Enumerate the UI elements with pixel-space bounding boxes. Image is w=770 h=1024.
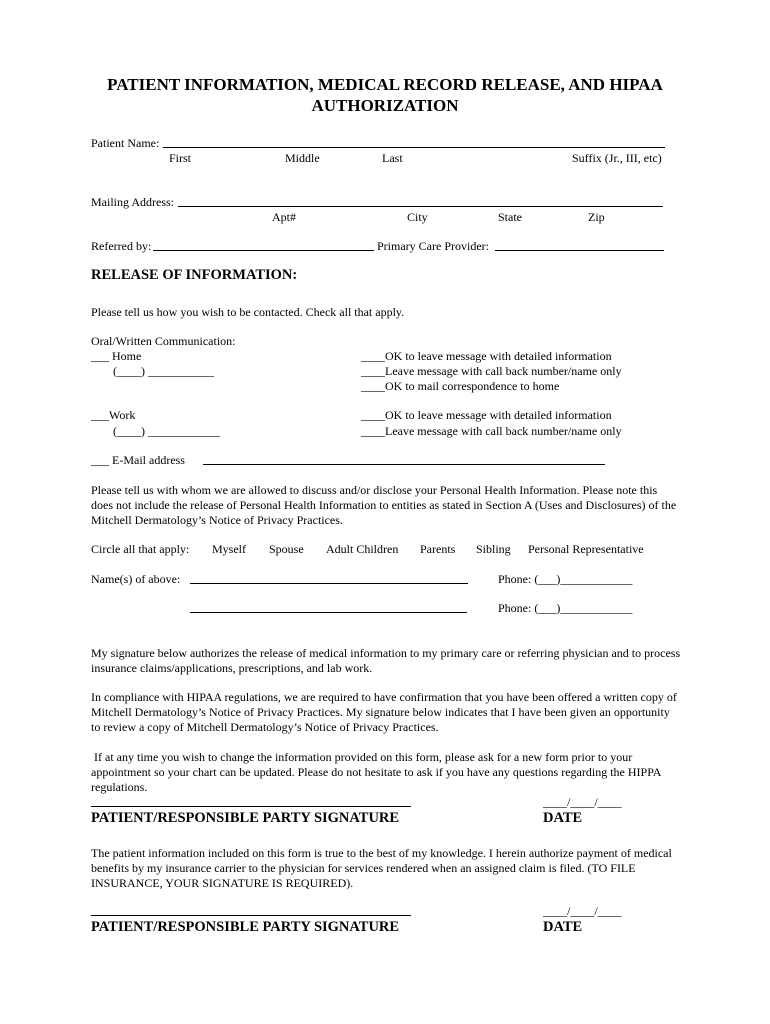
home-phone-field[interactable]: (____) ___________ xyxy=(113,364,214,378)
option-personal-representative[interactable]: Personal Representative xyxy=(528,542,644,556)
names-field-1[interactable] xyxy=(190,583,468,584)
signature-line-1[interactable] xyxy=(91,806,411,807)
mailing-address-label: Mailing Address: xyxy=(91,195,174,209)
phone-field-2[interactable]: Phone: (___)____________ xyxy=(498,601,633,615)
option-sibling[interactable]: Sibling xyxy=(476,542,511,556)
home-checkbox-label[interactable]: ___ Home xyxy=(91,349,142,363)
middle-name-caption: Middle xyxy=(285,151,320,165)
home-option-callback[interactable]: ____Leave message with call back number/name only xyxy=(361,364,622,378)
release-heading: RELEASE OF INFORMATION: xyxy=(91,267,298,283)
work-phone-field[interactable]: (____) ____________ xyxy=(113,424,220,438)
option-adult-children[interactable]: Adult Children xyxy=(326,542,399,556)
work-checkbox-label[interactable]: ___Work xyxy=(91,408,136,422)
signature-line-2[interactable] xyxy=(91,915,411,916)
form-title-line-2: AUTHORIZATION xyxy=(311,96,459,115)
referred-by-label: Referred by: xyxy=(91,239,152,253)
names-of-above-label: Name(s) of above: xyxy=(91,572,181,586)
date-label-1: DATE xyxy=(543,810,583,826)
phone-field-1[interactable]: Phone: (___)____________ xyxy=(498,572,633,586)
circle-label: Circle all that apply: xyxy=(91,542,190,556)
option-parents[interactable]: Parents xyxy=(420,542,456,556)
option-spouse[interactable]: Spouse xyxy=(269,542,304,556)
home-option-mail[interactable]: ____OK to mail correspondence to home xyxy=(361,379,560,393)
mailing-address-field[interactable] xyxy=(178,206,663,207)
referred-by-field[interactable] xyxy=(153,250,374,251)
names-field-2[interactable] xyxy=(190,612,467,613)
signature-label-1: PATIENT/RESPONSIBLE PARTY SIGNATURE xyxy=(91,810,400,826)
zip-caption: Zip xyxy=(588,210,605,224)
work-option-callback[interactable]: ____Leave message with call back number/name only xyxy=(361,424,622,438)
authorization-paragraph-1: My signature below authorizes the release of medical information to my primary care or referring physician and to process insurance claims/applications, prescriptions, and lab work. xyxy=(91,646,681,675)
signature-label-2: PATIENT/RESPONSIBLE PARTY SIGNATURE xyxy=(91,919,400,935)
patient-name-label: Patient Name: xyxy=(91,136,160,150)
work-option-detailed[interactable]: ____OK to leave message with detailed information xyxy=(361,408,612,422)
primary-care-label: Primary Care Provider: xyxy=(377,239,489,253)
date-blank-2[interactable]: ____/____/____ xyxy=(543,904,622,918)
state-caption: State xyxy=(498,210,522,224)
email-checkbox-label[interactable]: ___ E-Mail address xyxy=(91,453,185,467)
first-name-caption: First xyxy=(169,151,192,165)
date-blank-1[interactable]: ____/____/____ xyxy=(543,795,622,809)
oral-written-label: Oral/Written Communication: xyxy=(91,334,236,348)
option-myself[interactable]: Myself xyxy=(212,542,246,556)
date-label-2: DATE xyxy=(543,919,583,935)
form-title-line-1: PATIENT INFORMATION, MEDICAL RECORD RELEASE, AND HIPAA xyxy=(107,75,663,94)
email-field[interactable] xyxy=(203,464,605,465)
authorization-paragraph-3: If at any time you wish to change the information provided on this form, please ask for a new form prior to your appointment so your chart can be updated. Please do not hesitate to ask if you have any questions regarding the HIPPA regulations. xyxy=(91,750,664,794)
patient-name-field[interactable] xyxy=(163,147,665,148)
primary-care-field[interactable] xyxy=(495,250,664,251)
contact-intro: Please tell us how you wish to be contacted. Check all that apply. xyxy=(91,305,405,319)
insurance-paragraph: The patient information included on this form is true to the best of my knowledge. I herein authorize payment of medical benefits by my insurance carrier to the physician for services rendered when an assigned claim is filed. (TO FILE INSURANCE, YOUR SIGNATURE IS REQUIRED). xyxy=(91,846,672,890)
authorization-paragraph-2: In compliance with HIPAA regulations, we are required to have confirmation that you have been offered a written copy of Mitchell Dermatology’s Notice of Privacy Practices. My signature below indicates that I have been given an opportunity to review a copy of Mitchell Dermatology’s Notice of Privacy Practices. xyxy=(91,690,677,734)
disclose-paragraph: Please tell us with whom we are allowed to discuss and/or disclose your Personal Health Information. Please note this does not include the release of Personal Health Information to entities as stated in Section A (Uses and Disclosures) of the Mitchell Dermatology’s Notice of Privacy Practices. xyxy=(91,483,677,527)
last-name-caption: Last xyxy=(382,151,403,165)
home-option-detailed[interactable]: ____OK to leave message with detailed information xyxy=(361,349,612,363)
suffix-caption: Suffix (Jr., III, etc) xyxy=(572,151,662,165)
city-caption: City xyxy=(407,210,428,224)
apt-caption: Apt# xyxy=(272,210,296,224)
